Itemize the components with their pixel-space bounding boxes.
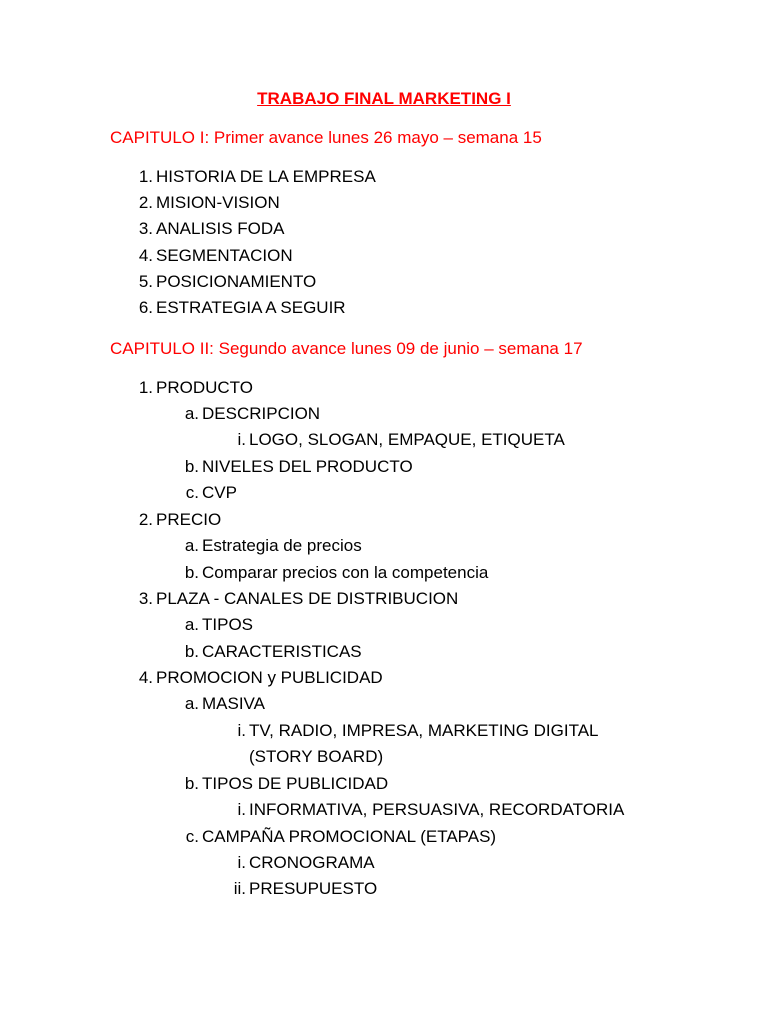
list-item [138, 587, 459, 611]
list-item-text: TIPOS [202, 615, 254, 634]
list-item-text: PROMOCION y PUBLICIDAD [156, 668, 383, 687]
list-marker: b. [184, 563, 199, 582]
list-marker: 1. [138, 167, 153, 186]
list-item-text: PRESUPUESTO [249, 879, 378, 898]
list-item-text: Comparar precios con la competencia [202, 563, 489, 582]
list-marker: 5. [138, 272, 153, 291]
list-item-text: PRECIO [156, 510, 222, 529]
list-item [237, 719, 599, 743]
chapter-2-heading: CAPITULO II: Segundo avance lunes 09 de junio – semana 17 [110, 339, 583, 358]
list-item-text: NIVELES DEL PRODUCTO [202, 457, 413, 476]
list-item-text: (STORY BOARD) [249, 747, 384, 766]
list-item-text: Estrategia de precios [202, 536, 362, 555]
list-item [138, 217, 285, 241]
list-marker: 3. [138, 219, 153, 238]
list-item [185, 825, 497, 849]
list-item [138, 191, 280, 215]
list-item-text: HISTORIA DE LA EMPRESA [156, 167, 376, 186]
list-marker: c. [185, 483, 199, 502]
list-item-text: ANALISIS FODA [156, 219, 285, 238]
document-title: TRABAJO FINAL MARKETING I [257, 89, 511, 108]
list-item [138, 244, 293, 268]
list-item [138, 165, 376, 189]
list-marker: 6. [138, 298, 153, 317]
list-item-text: TIPOS DE PUBLICIDAD [202, 774, 389, 793]
list-item [138, 296, 346, 320]
list-item-text: SEGMENTACION [156, 246, 293, 265]
list-marker: 4. [138, 668, 153, 687]
list-item [138, 270, 317, 294]
list-item [237, 428, 565, 452]
list-item-continuation [249, 745, 383, 769]
list-item [184, 692, 265, 716]
list-item [138, 376, 253, 400]
list-item [185, 481, 237, 505]
list-marker: b. [184, 457, 199, 476]
list-item [184, 455, 413, 479]
list-item [237, 851, 375, 875]
list-marker: b. [184, 774, 199, 793]
list-marker: 1. [138, 378, 153, 397]
list-item [184, 772, 389, 796]
chapter-1-heading: CAPITULO I: Primer avance lunes 26 mayo – semana 15 [110, 128, 542, 147]
list-item [184, 640, 362, 664]
list-marker: i. [237, 853, 246, 872]
list-item [184, 561, 489, 585]
list-item [237, 798, 625, 822]
list-item-text: PRODUCTO [156, 378, 253, 397]
list-item-text: TV, RADIO, IMPRESA, MARKETING DIGITAL [249, 721, 599, 740]
list-item [184, 613, 254, 637]
list-item-text: LOGO, SLOGAN, EMPAQUE, ETIQUETA [249, 430, 565, 449]
list-item [184, 402, 321, 426]
list-marker: a. [184, 615, 199, 634]
list-marker: 2. [138, 510, 153, 529]
list-item-text: CAMPAÑA PROMOCIONAL (ETAPAS) [202, 827, 497, 846]
list-marker: i. [237, 430, 246, 449]
list-marker: ii. [233, 879, 246, 898]
list-item-text: CVP [202, 483, 237, 502]
list-item [138, 666, 383, 690]
list-item-text: PLAZA - CANALES DE DISTRIBUCION [156, 589, 459, 608]
list-item-text: MISION-VISION [156, 193, 280, 212]
list-item [184, 534, 362, 558]
list-item-text: CARACTERISTICAS [202, 642, 362, 661]
list-item-text: INFORMATIVA, PERSUASIVA, RECORDATORIA [249, 800, 625, 819]
list-marker: b. [184, 642, 199, 661]
list-item-text: POSICIONAMIENTO [156, 272, 317, 291]
list-marker: c. [185, 827, 199, 846]
list-marker: i. [237, 721, 246, 740]
list-item-text: DESCRIPCION [202, 404, 321, 423]
list-marker: 2. [138, 193, 153, 212]
list-marker: i. [237, 800, 246, 819]
list-marker: a. [184, 404, 199, 423]
list-item-text: CRONOGRAMA [249, 853, 375, 872]
list-marker: 4. [138, 246, 153, 265]
list-item-text: MASIVA [202, 694, 265, 713]
list-item [138, 508, 222, 532]
list-item-text: ESTRATEGIA A SEGUIR [156, 298, 346, 317]
list-marker: a. [184, 536, 199, 555]
list-marker: 3. [138, 589, 153, 608]
list-marker: a. [184, 694, 199, 713]
list-item [233, 877, 378, 901]
